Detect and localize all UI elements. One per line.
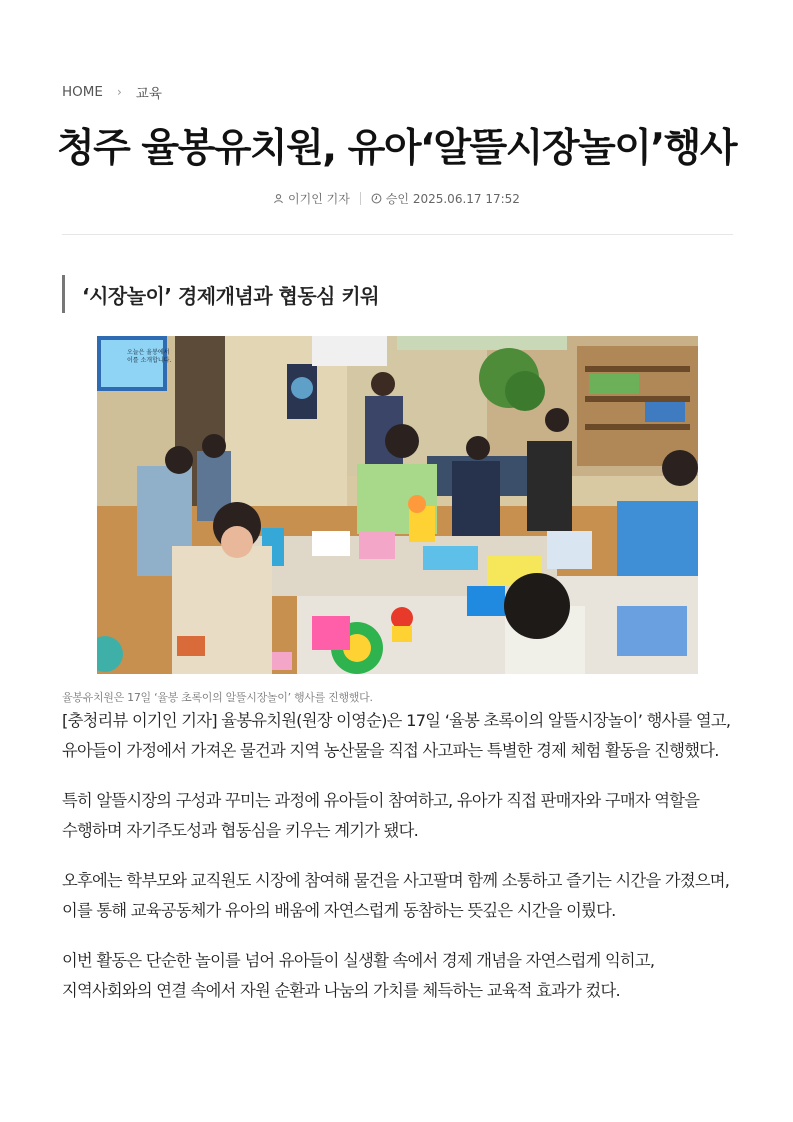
photo-caption: 율봉유치원은 17일 ‘율봉 초록이의 알뜰시장놀이’ 행사를 진행했다.	[62, 691, 373, 704]
author-info	[273, 190, 350, 207]
article-paragraph: 오후에는 학부모와 교직원도 시장에 참여해 물건을 사고팔며 함께 소통하고 즐기는 시간을 가졌으며, 이를 통해 교육공동체가 유아의 배움에 자연스럽게 동참하는 뜻깊은 시간을 이뤘다.	[62, 871, 730, 920]
article-photo	[97, 336, 698, 674]
header-divider	[62, 234, 733, 235]
author-name[interactable]: 이기인 기자	[288, 192, 350, 206]
article-subtitle: ‘시장놀이’ 경제개념과 협동심 키워	[62, 275, 379, 313]
article-paragraph: 이번 활동은 단순한 놀이를 넘어 유아들이 실생활 속에서 경제 개념을 자연스럽게 익히고, 지역사회와의 연결 속에서 자원 순환과 나눔의 가치를 체득하는 교육적 효과가 컸다.	[62, 951, 655, 1000]
photo-screen-line-1: 오늘은 율봉에서	[127, 349, 170, 356]
breadcrumb-home-link[interactable]: HOME	[62, 84, 103, 100]
market-play-photo	[97, 336, 698, 674]
clock-icon	[371, 193, 382, 204]
publish-datetime: 승인 2025.06.17 17:52	[385, 192, 520, 206]
meta-divider	[360, 192, 361, 205]
article-paragraph: 특히 알뜰시장의 구성과 꾸미는 과정에 유아들이 참여하고, 유아가 직접 판매자와 구매자 역할을 수행하며 자기주도성과 협동심을 키우는 계기가 됐다.	[62, 791, 700, 840]
photo-screen-line-2: 이를 소개합니다.	[127, 357, 172, 364]
breadcrumb	[62, 82, 162, 102]
publish-info	[371, 190, 520, 207]
person-icon	[273, 193, 284, 204]
article-meta	[0, 190, 793, 207]
article-paragraph: [충청리뷰 이기인 기자] 율봉유치원(원장 이영순)은 17일 ‘율봉 초록이의 알뜰시장놀이’ 행사를 열고, 유아들이 가정에서 가져온 물건과 지역 농산물을 직접 사고파는 특별한 경제 체험 활동을 진행했다.	[62, 711, 731, 760]
article-title: 청주 율봉유치원, 유아‘알뜰시장놀이’행사	[56, 126, 737, 171]
breadcrumb-category-link[interactable]: 교육	[135, 86, 162, 102]
article-body	[62, 706, 738, 1026]
chevron-right-icon: ›	[116, 85, 122, 99]
